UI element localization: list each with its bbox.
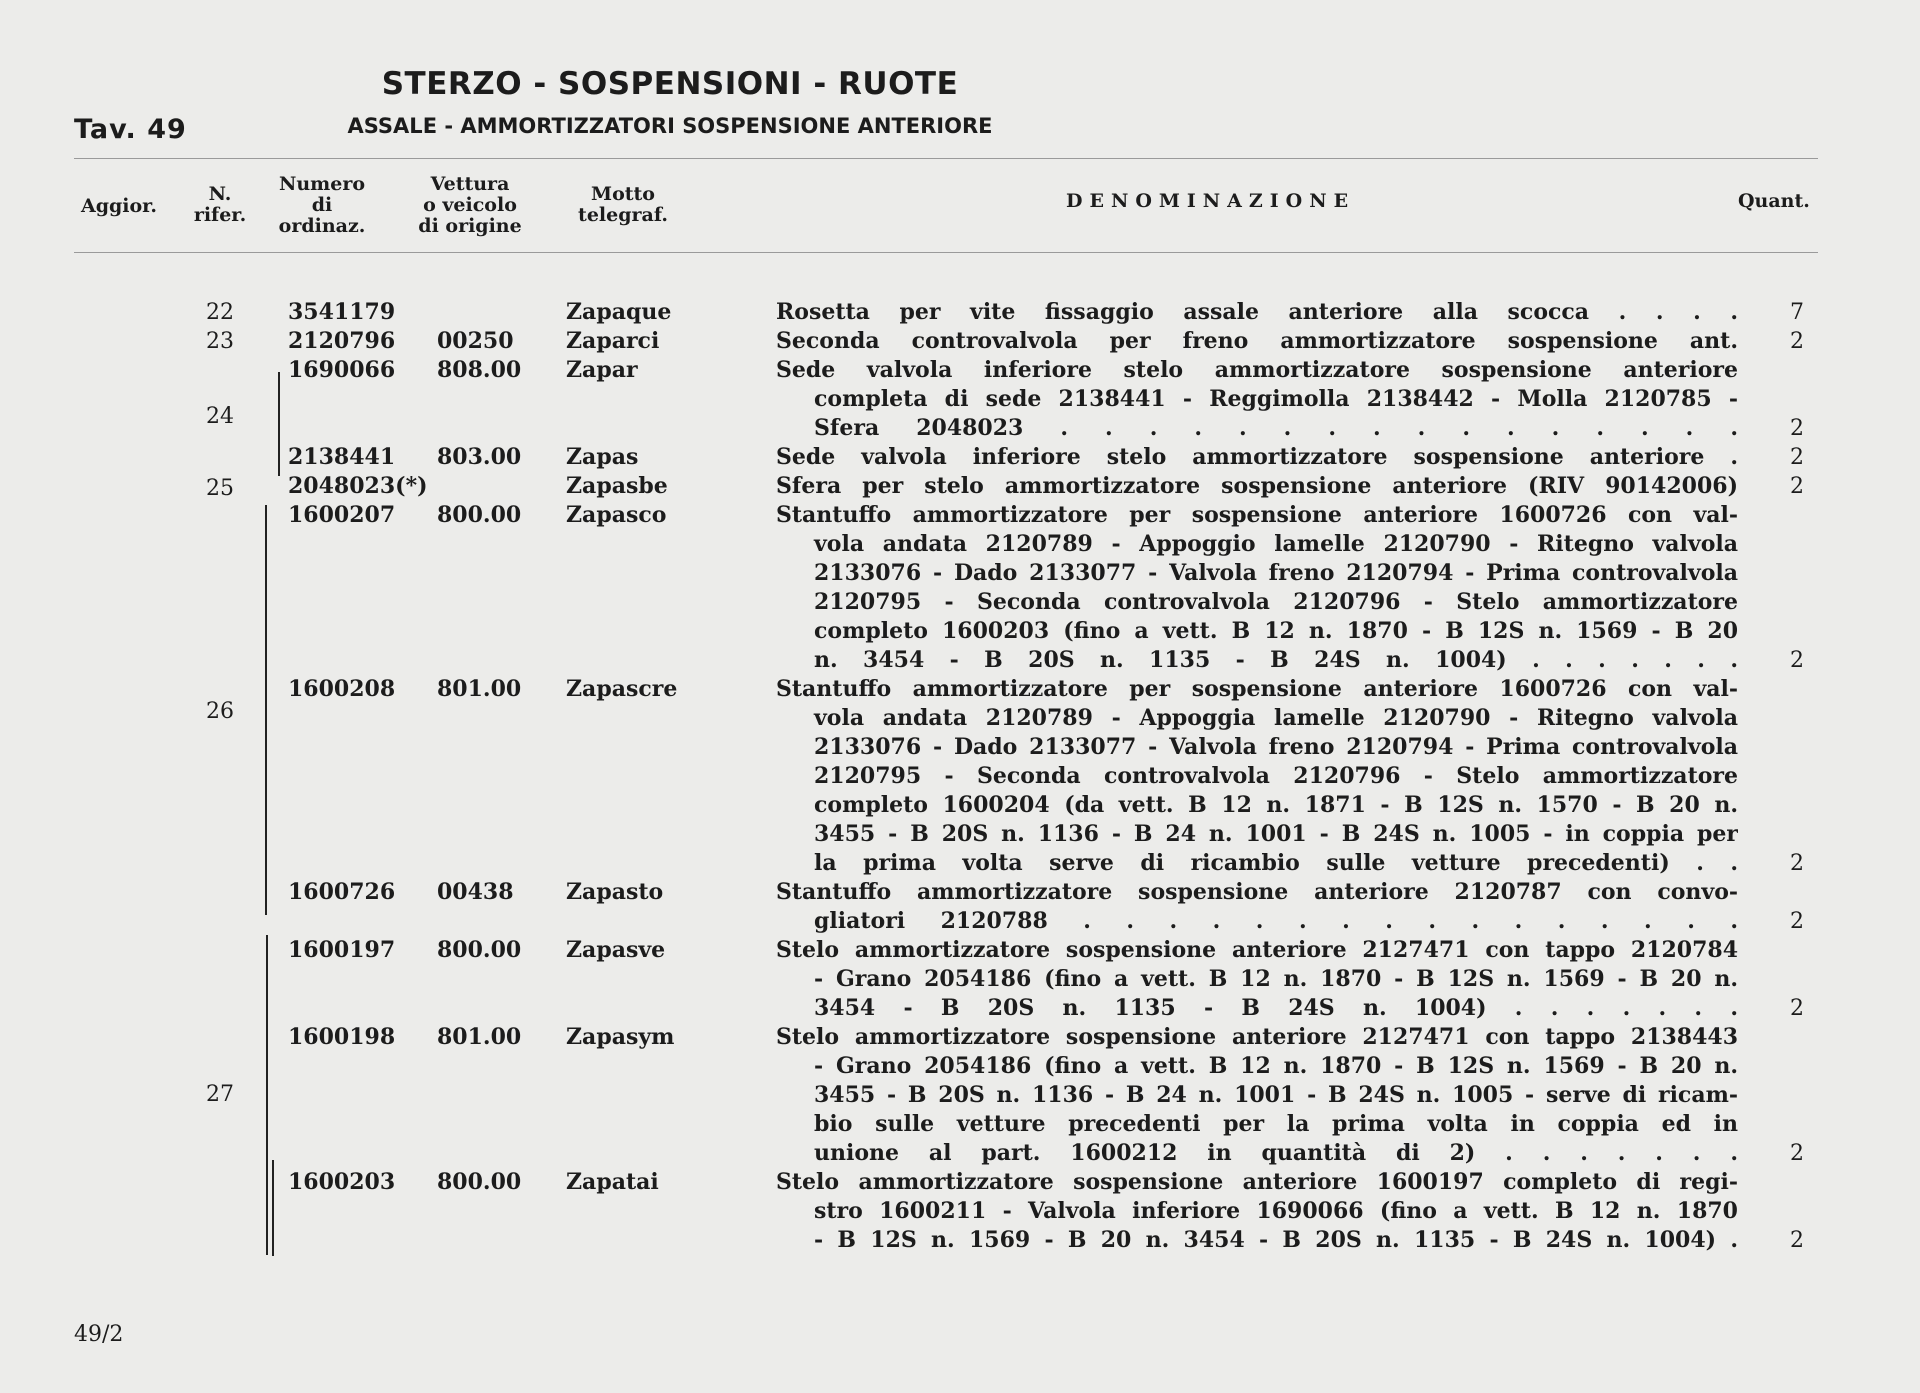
description (776, 878, 1738, 936)
col-numero-line1: Numero (278, 173, 366, 195)
telegraph-code: Zapasco (566, 502, 667, 528)
vehicle-origin: 00250 (437, 328, 514, 354)
description (776, 501, 1738, 675)
vehicle-origin: 800.00 (437, 937, 522, 963)
telegraph-code: Zaparci (566, 328, 660, 354)
description (776, 472, 1738, 501)
page-title: STERZO - SOSPENSIONI - RUOTE (381, 66, 959, 102)
col-motto-line1: Motto (591, 183, 655, 205)
description-line: 3455 - B 20S n. 1136 - B 24 n. 1001 - B 24S n. 1005 - serve di ricam- (814, 1082, 1738, 1108)
order-number: 1690066 (288, 357, 396, 383)
vehicle-origin: 801.00 (437, 676, 522, 702)
description-line: Sede valvola inferiore stelo ammortizzatore sospensione anteriore . (776, 444, 1738, 470)
group-brace (278, 372, 280, 476)
telegraph-code: Zapas (566, 444, 639, 470)
group-brace (266, 935, 268, 1255)
header-top-rule (74, 158, 1818, 159)
page-subtitle: ASSALE - AMMORTIZZATORI SOSPENSIONE ANTERIORE (347, 114, 993, 138)
quantity: 2 (1790, 445, 1804, 470)
description-line: Rosetta per vite fissaggio assale anteriore alla scocca . . . . (776, 299, 1738, 325)
quantity: 2 (1790, 329, 1804, 354)
description (776, 443, 1738, 472)
description-line: 2133076 - Dado 2133077 - Valvola freno 2120794 - Prima controvalvola (814, 734, 1738, 760)
description (776, 1168, 1738, 1255)
ref-number: 27 (206, 1082, 234, 1107)
quantity: 2 (1790, 474, 1804, 499)
order-number: 1600208 (288, 676, 396, 702)
col-motto (560, 184, 686, 226)
description-line: - Grano 2054186 (fino a vett. B 12 n. 1870 - B 12S n. 1569 - B 20 n. (814, 966, 1738, 992)
vehicle-origin: 800.00 (437, 502, 522, 528)
col-vettura-line3: di origine (418, 215, 522, 237)
ref-number: 24 (206, 404, 234, 429)
description-line: completa di sede 2138441 - Reggimolla 2138442 - Molla 2120785 - (814, 386, 1738, 412)
group-brace (272, 1160, 274, 1256)
description (776, 356, 1738, 443)
description-line: Stelo ammortizzatore sospensione anteriore 1600197 completo di regi- (776, 1169, 1738, 1195)
group-brace (265, 505, 267, 915)
col-quant: Quant. (1738, 190, 1810, 212)
description-line: unione al part. 1600212 in quantità di 2) . . . . . . . (814, 1140, 1738, 1166)
quantity: 7 (1790, 300, 1804, 325)
description-line: Stelo ammortizzatore sospensione anteriore 2127471 con tappo 2138443 (776, 1024, 1738, 1050)
quantity: 2 (1790, 1141, 1804, 1166)
order-number: 2048023(*) (288, 473, 428, 499)
telegraph-code: Zapasto (566, 879, 664, 905)
description-line: 3454 - B 20S n. 1135 - B 24S n. 1004) . . . . . . . (814, 995, 1738, 1021)
telegraph-code: Zapasbe (566, 473, 668, 499)
description (776, 1023, 1738, 1168)
col-numero-line2: di (311, 194, 333, 216)
description-line: 2120795 - Seconda controvalvola 2120796 - Stelo ammortizzatore (814, 589, 1738, 615)
order-number: 3541179 (288, 299, 396, 325)
description-line: Sfera per stelo ammortizzatore sospensione anteriore (RIV 90142006) (776, 473, 1738, 499)
description-line: Stantuffo ammortizzatore sospensione anteriore 2120787 con convo- (776, 879, 1738, 905)
order-number: 1600198 (288, 1024, 396, 1050)
description-line: Stantuffo ammortizzatore per sospensione anteriore 1600726 con val- (776, 676, 1738, 702)
order-number: 1600207 (288, 502, 396, 528)
ref-number: 23 (206, 329, 234, 354)
page-number: 49/2 (74, 1322, 124, 1347)
vehicle-origin: 00438 (437, 879, 514, 905)
description (776, 327, 1738, 356)
telegraph-code: Zapascre (566, 676, 678, 702)
order-number: 1600197 (288, 937, 396, 963)
description-line: 2133076 - Dado 2133077 - Valvola freno 2120794 - Prima controvalvola (814, 560, 1738, 586)
description (776, 298, 1738, 327)
description-line: Sfera 2048023 . . . . . . . . . . . . . . . . (814, 415, 1738, 441)
col-vettura (402, 174, 538, 237)
telegraph-code: Zapatai (566, 1169, 659, 1195)
description-line: la prima volta serve di ricambio sulle vetture precedenti) . . (814, 850, 1738, 876)
vehicle-origin: 808.00 (437, 357, 522, 383)
table-number: Tav. 49 (74, 114, 187, 145)
order-number: 1600203 (288, 1169, 396, 1195)
ref-number: 22 (206, 300, 234, 325)
col-motto-line2: telegraf. (578, 204, 668, 226)
col-vettura-line2: o veicolo (423, 194, 517, 216)
col-numero (266, 174, 378, 237)
description-line: - Grano 2054186 (fino a vett. B 12 n. 1870 - B 12S n. 1569 - B 20 n. (814, 1053, 1738, 1079)
quantity: 2 (1790, 996, 1804, 1021)
description-line: 2120795 - Seconda controvalvola 2120796 - Stelo ammortizzatore (814, 763, 1738, 789)
col-aggior: Aggior. (80, 195, 158, 217)
order-number: 2138441 (288, 444, 396, 470)
description-line: Stelo ammortizzatore sospensione anteriore 2127471 con tappo 2120784 (776, 937, 1738, 963)
description-line: n. 3454 - B 20S n. 1135 - B 24S n. 1004) . . . . . . . (814, 647, 1738, 673)
description-line: - B 12S n. 1569 - B 20 n. 3454 - B 20S n. 1135 - B 24S n. 1004) . (814, 1227, 1738, 1253)
description-line: gliatori 2120788 . . . . . . . . . . . . . . . . (814, 908, 1738, 934)
quantity: 2 (1790, 851, 1804, 876)
order-number: 2120796 (288, 328, 396, 354)
description-line: stro 1600211 - Valvola inferiore 1690066 (fino a vett. B 12 n. 1870 (814, 1198, 1738, 1224)
description-line: Sede valvola inferiore stelo ammortizzatore sospensione anteriore (776, 357, 1738, 383)
description-line: bio sulle vetture precedenti per la prima volta in coppia ed in (814, 1111, 1738, 1137)
quantity: 2 (1790, 1228, 1804, 1253)
ref-number: 25 (206, 476, 234, 501)
description (776, 675, 1738, 878)
description-line: Stantuffo ammortizzatore per sospensione anteriore 1600726 con val- (776, 502, 1738, 528)
telegraph-code: Zapasym (566, 1024, 675, 1050)
vehicle-origin: 803.00 (437, 444, 522, 470)
col-vettura-line1: Vettura (430, 173, 510, 195)
telegraph-code: Zapasve (566, 937, 666, 963)
header-bottom-rule (74, 252, 1818, 253)
ref-number: 26 (206, 699, 234, 724)
vehicle-origin: 800.00 (437, 1169, 522, 1195)
vehicle-origin: 801.00 (437, 1024, 522, 1050)
description-line: completo 1600204 (da vett. B 12 n. 1871 - B 12S n. 1570 - B 20 n. (814, 792, 1738, 818)
col-nrifer-line1: N. (208, 183, 232, 205)
telegraph-code: Zapar (566, 357, 638, 383)
description (776, 936, 1738, 1023)
col-denominazione: DENOMINAZIONE (1066, 190, 1356, 212)
description-line: vola andata 2120789 - Appoggio lamelle 2120790 - Ritegno valvola (814, 531, 1738, 557)
description-line: vola andata 2120789 - Appoggia lamelle 2120790 - Ritegno valvola (814, 705, 1738, 731)
col-nrifer (182, 184, 258, 226)
quantity: 2 (1790, 648, 1804, 673)
quantity: 2 (1790, 416, 1804, 441)
description-line: completo 1600203 (fino a vett. B 12 n. 1870 - B 12S n. 1569 - B 20 (814, 618, 1738, 644)
col-nrifer-line2: rifer. (193, 204, 247, 226)
order-number: 1600726 (288, 879, 396, 905)
col-numero-line3: ordinaz. (278, 215, 366, 237)
telegraph-code: Zapaque (566, 299, 672, 325)
quantity: 2 (1790, 909, 1804, 934)
description-line: 3455 - B 20S n. 1136 - B 24 n. 1001 - B 24S n. 1005 - in coppia per (814, 821, 1738, 847)
description-line: Seconda controvalvola per freno ammortizzatore sospensione ant. (776, 328, 1738, 354)
